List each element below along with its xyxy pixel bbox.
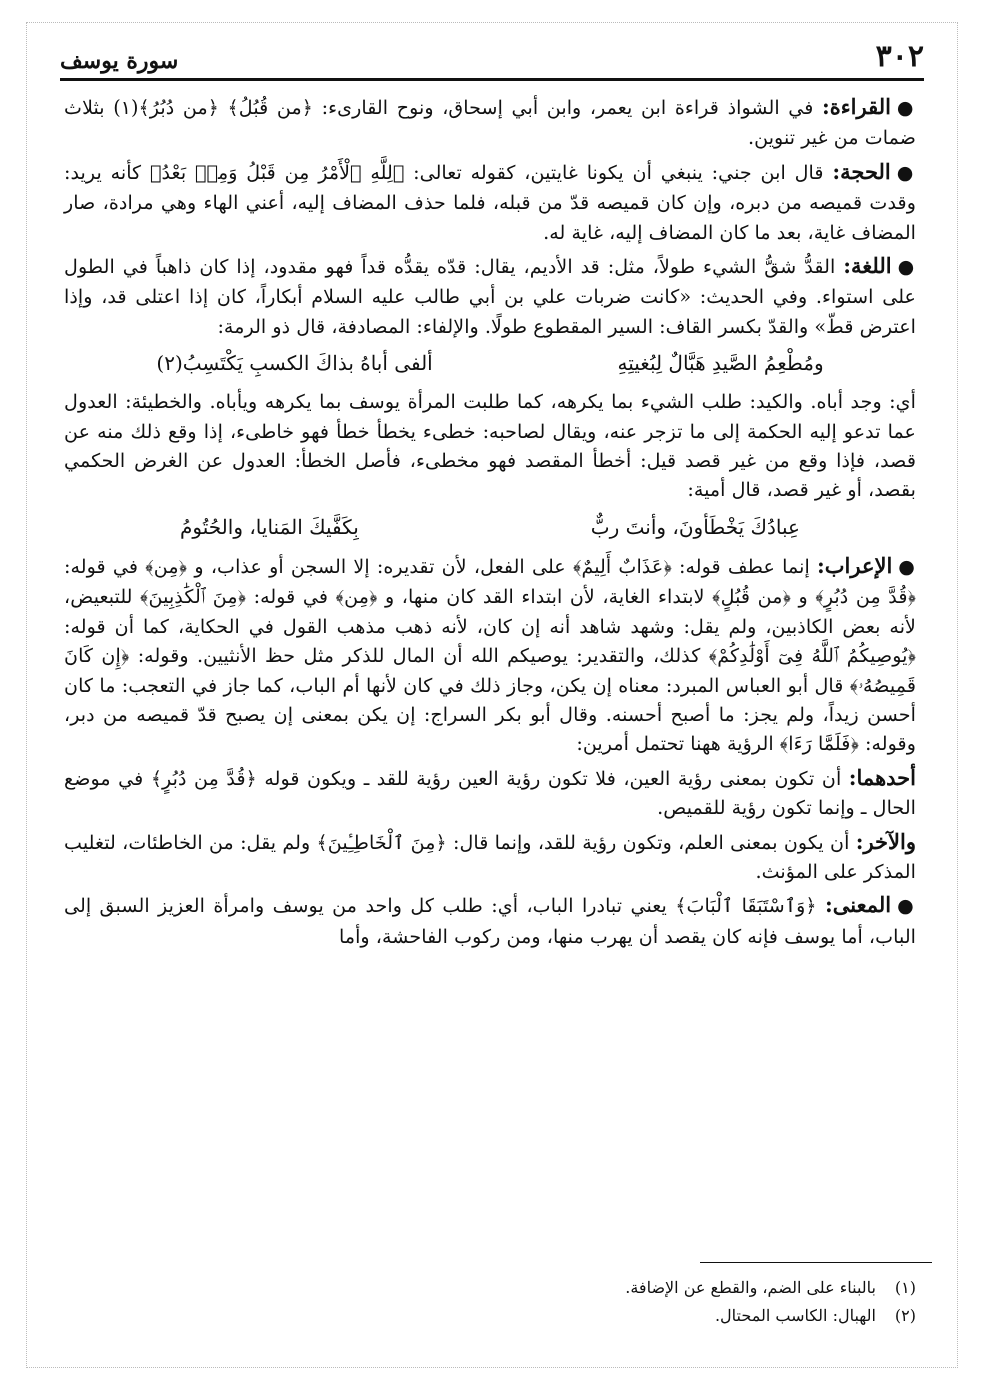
footnote-rule xyxy=(700,1262,932,1263)
footnote-number: (٢) xyxy=(894,1306,916,1325)
section-label: المعنى: xyxy=(825,892,892,918)
footnote-text: الهبال: الكاسب المحتال. xyxy=(714,1306,876,1325)
section-ahaduhuma xyxy=(64,763,916,823)
section-text: ﴿وَٱسْتَبَقَا ٱلْبَابَ﴾ يعني تبادرا الباب، أي: طلب كل واحد من يوسف وامرأة العزيز السبق إلى الباب، أما يوسف فإنه كان يقصد أن يهرب منها، ومن ركوب الفاحشة، وأما xyxy=(64,894,916,948)
section-label: اللغة: xyxy=(843,253,892,279)
surah-title: سورة يوسف xyxy=(60,48,179,74)
section-text: أي: وجد أباه. والكيد: طلب الشيء بما يكرهه، كما طلبت المرأة يوسف بما يكرهه ويأباه. والخطيئة: العدول عما تدعو إليه الحكمة إلى ما تزجر عنه، ويقال لصاحبه: خطىء يخطأ خطأ فهو خاطىء، إذا وقع ذلك منه عن قصد، فإذا وقع من غير قصد قيل: أخطأ المقصد فهو مخطىء، فأصل الخطأ: العدول عن الغرض الحكمي بقصد، أو غير قصد، قال أمية: xyxy=(64,390,916,502)
bullet-icon: ● xyxy=(896,161,916,184)
section-text: قال ابن جني: ينبغي أن يكونا غايتين، كقوله تعالى: ﴿لِلَّهِ ٱلْأَمْرُ مِن قَبْلُ وَمِنۢ بَعْدُ﴾ كأنه يريد: وقدت قميصه من دبره، وإن كان قميصه قدّ من قبله، فلما حذف المضاف إليه، أعني الهاء وهي مرادة، صار المضاف غاية، بعد ما كان المضاف إليه، غاية له. xyxy=(64,160,916,244)
footnote-item xyxy=(64,1274,916,1302)
poetry-verse-2 xyxy=(64,511,916,543)
section-maana xyxy=(64,890,916,951)
main-content xyxy=(64,92,916,955)
section-text: إنما عطف قوله: ﴿عَذَابٌ أَلِيمٌ﴾ على الفعل، لأن تقديره: إلا السجن أو عذاب، و ﴿مِن﴾ في قوله: ﴿قُدَّ مِن دُبُرٍ﴾ و ﴿من قُبُلٍ﴾ لابتداء الغاية، لأن ابتداء القد كان منها، و ﴿مِن﴾ في قوله: ﴿مِنَ ٱلْكَٰذِبِينَ﴾ للتبعيض، لأنه بعض الكاذبين، ولم يقل: وشهد شاهد أنه إن كان، لأنه ذهب مذهب القول في الحكاية، كما أن قوله: ﴿يُوصِيكُمُ ٱللَّهُ فِىٓ أَوْلَٰدِكُمْ﴾ كذلك، والتقدير: يوصيكم الله أن المال للذكر مثل حظ الأنثيين. وقوله: ﴿إِن كَانَ قَمِيصُهُۥ﴾ قال أبو العباس المبرد: معناه إن يكن، وجاز ذلك في كان لأنها أم الباب، كما جاز في التعجب: ما كان أحسن زيداً، ولم يجز: ما أصبح أحسنه. وقال أبو بكر السراج: إن يكن بمعنى إن يصبح قدّ قميصه من دبر، وقوله: ﴿فَلَمَّا رَءَا﴾ الرؤية ههنا تحتمل أمرين: xyxy=(64,554,916,756)
bullet-icon: ● xyxy=(898,555,916,578)
section-text: أن يكون بمعنى العلم، وتكون رؤية للقد، وإنما قال: ﴿مِنَ ٱلْخَاطِـِٔينَ﴾ ولم يقل: من الخاطئات، لتغليب المذكر على المؤنث. xyxy=(64,830,916,883)
section-label: القراءة: xyxy=(822,94,891,119)
bullet-icon: ● xyxy=(897,256,916,279)
section-label: الإعراب: xyxy=(817,552,893,578)
section-hujja xyxy=(64,157,916,247)
section-label: والآخر: xyxy=(855,828,916,854)
footnote-item xyxy=(64,1302,916,1330)
section-text: أن تكون بمعنى رؤية العين، فلا تكون رؤية العين رؤية للقد ـ ويكون قوله ﴿قُدَّ مِن دُبُرٍ﴾ في موضع الحال ـ وإنما تكون رؤية للقميص. xyxy=(64,766,916,820)
section-label: الحجة: xyxy=(832,158,891,184)
verse-second-hemistich: ألفى أباهُ بذاكَ الكسبِ يَكْتَسِبُ(٢) xyxy=(156,351,433,376)
bullet-icon: ● xyxy=(897,895,916,918)
poetry-verse-1 xyxy=(64,347,916,379)
section-text: القدُّ شقُّ الشيء طولاً، مثل: قد الأديم، يقال: قدّه يقدُّه قداً فهو مقدود، إذا كان ذاهباً في الطول على استواء. وفي الحديث: «كانت ضربات علي بن أبي طالب عليه السلام أبكاراً، كان إذا اعتلى قد، وإذا اعترض قطّ» والقدّ بكسر القاف: السير المقطوع طولًا. والإلفاء: المصادفة، قال ذو الرمة: xyxy=(64,255,916,338)
header-rule xyxy=(60,78,924,81)
section-akhar xyxy=(64,827,916,887)
section-lugha xyxy=(64,251,916,341)
footnote-text: بالبناء على الضم، والقطع عن الإضافة. xyxy=(625,1278,876,1297)
section-qiraa xyxy=(64,92,916,153)
page-number: ٣٠٢ xyxy=(875,39,924,74)
section-iraab xyxy=(64,551,916,759)
section-label: أحدهما: xyxy=(848,764,916,790)
verse-second-hemistich: بِكَفَّيكَ المَنايا، والحُتُومُ xyxy=(180,514,359,539)
section-text: في الشواذ قراءة ابن يعمر، وابن أبي إسحاق، ونوح القارىء: ﴿من قُبُلُ﴾ ﴿من دُبُرُ﴾(١) بثلاث ضمات من غير تنوين. xyxy=(64,96,916,150)
verse-first-hemistich: ومُطْعِمُ الصَّيدِ هَبَّالٌ لِبُغيتِهِ xyxy=(617,351,824,376)
bullet-icon: ● xyxy=(896,97,916,119)
footnote-number: (١) xyxy=(894,1278,916,1297)
footnotes xyxy=(64,1274,916,1330)
verse-first-hemistich: عِبادُكَ يَخْطَأونَ، وأنتَ ربٌّ xyxy=(590,514,800,539)
section-lugha-continued xyxy=(64,387,916,505)
page-header xyxy=(60,38,924,74)
